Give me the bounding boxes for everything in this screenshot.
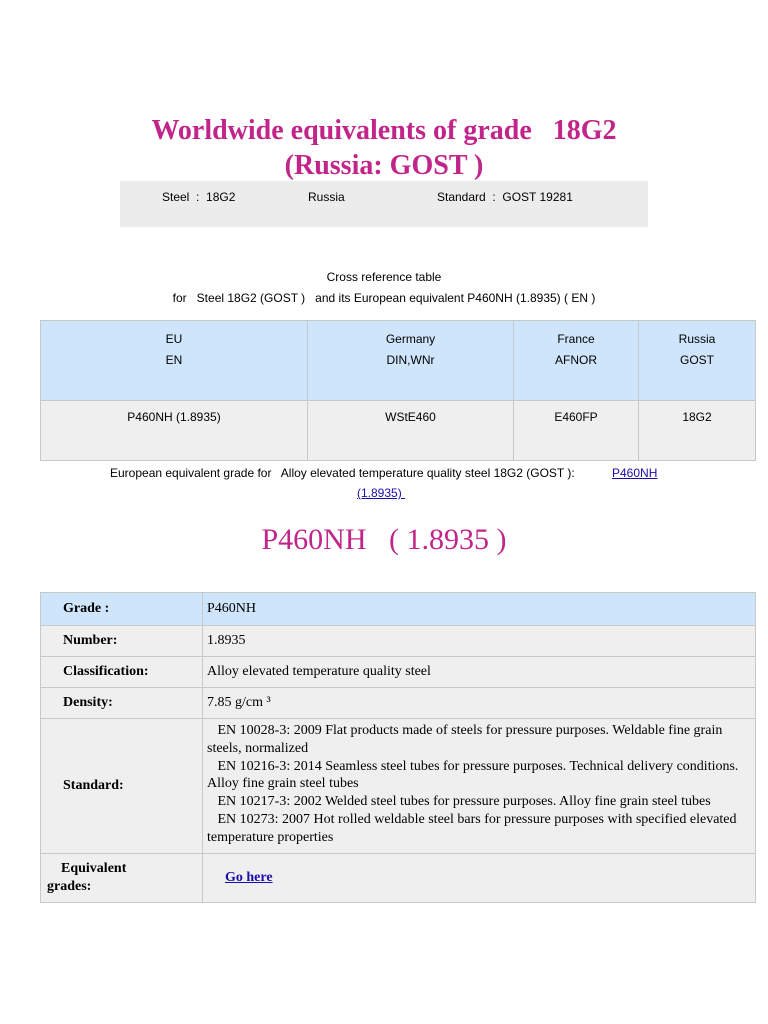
grade-properties-table — [40, 592, 756, 903]
number-value: 1.8935 — [203, 626, 756, 657]
density-value: 7.85 g/cm ³ — [203, 688, 756, 719]
header-standard: EN — [165, 353, 183, 367]
header-standard: DIN,WNr — [386, 353, 435, 367]
standard-item: EN 10217-3: 2002 Welded steel tubes for pressure purposes. Alloy fine grain steel tubes — [217, 794, 711, 810]
cross-reference-caption — [0, 267, 768, 309]
table-row — [41, 626, 756, 657]
cross-reference-caption-line-1: Cross reference table — [326, 270, 442, 284]
table-cell-eu: P460NH (1.8935) — [41, 401, 308, 461]
header-region: Russia — [678, 332, 716, 346]
number-label: Number: — [41, 626, 203, 657]
equivalent-grade-link-number[interactable]: (1.8935) — [357, 486, 406, 500]
cross-reference-caption-line-2: for Steel 18G2 (GOST ) and its European equivalent P460NH (1.8935) ( EN ) — [172, 291, 596, 305]
header-cell-germany — [308, 321, 514, 401]
steel-standard-label: Standard : GOST 19281 — [437, 190, 573, 204]
table-row — [41, 688, 756, 719]
equivalent-grade-link[interactable]: P460NH — [612, 466, 658, 480]
table-row — [41, 719, 756, 854]
table-cell-germany: WStE460 — [308, 401, 514, 461]
header-cell-eu — [41, 321, 308, 401]
steel-grade-label: Steel : 18G2 — [162, 190, 236, 204]
standard-item: EN 10273: 2007 Hot rolled weldable steel bars for pressure purposes with specified elevated temperature properties — [207, 811, 737, 845]
density-label: Density: — [41, 688, 203, 719]
cross-reference-data-row — [41, 401, 756, 461]
standard-item: EN 10216-3: 2014 Seamless steel tubes for pressure purposes. Technical delivery conditions. Alloy fine grain steel tubes — [207, 758, 739, 792]
page-title-line-2: (Russia: GOST ) — [284, 149, 484, 181]
table-row — [41, 657, 756, 688]
header-region: EU — [165, 332, 183, 346]
table-cell-russia: 18G2 — [639, 401, 756, 461]
classification-label: Classification: — [41, 657, 203, 688]
grade-value: P460NH — [203, 593, 756, 626]
standard-list — [203, 719, 756, 854]
european-equivalent-text: European equivalent grade for Alloy elevated temperature quality steel 18G2 (GOST ): — [110, 466, 575, 480]
equivalent-grades-label-line-1: Equivalent — [61, 860, 127, 876]
go-here-link[interactable]: Go here — [225, 869, 273, 885]
equivalent-grades-value — [203, 853, 756, 902]
equivalent-grades-label-line-2: grades: — [47, 878, 92, 894]
header-standard: GOST — [679, 353, 714, 367]
page-title-line-1: Worldwide equivalents of grade 18G2 — [151, 114, 617, 146]
grade-heading: P460NH ( 1.8935 ) — [261, 523, 507, 556]
header-cell-russia — [639, 321, 756, 401]
steel-summary-box — [120, 181, 648, 227]
header-region: Germany — [385, 332, 436, 346]
standard-item: EN 10028-3: 2009 Flat products made of steels for pressure purposes. Weldable fine grain steels, normalized — [207, 723, 723, 756]
cross-reference-header-row — [41, 321, 756, 401]
header-cell-france — [514, 321, 639, 401]
steel-country-label: Russia — [308, 190, 345, 204]
classification-value: Alloy elevated temperature quality steel — [203, 657, 756, 688]
grade-label: Grade : — [41, 593, 203, 626]
header-standard: AFNOR — [555, 353, 597, 367]
table-row — [41, 853, 756, 902]
equivalent-grades-label — [41, 853, 203, 902]
cross-reference-table — [40, 320, 756, 461]
page-title — [0, 113, 768, 183]
header-region: France — [557, 332, 595, 346]
table-row — [41, 593, 756, 626]
standard-label: Standard: — [41, 719, 203, 854]
table-cell-france: E460FP — [514, 401, 639, 461]
